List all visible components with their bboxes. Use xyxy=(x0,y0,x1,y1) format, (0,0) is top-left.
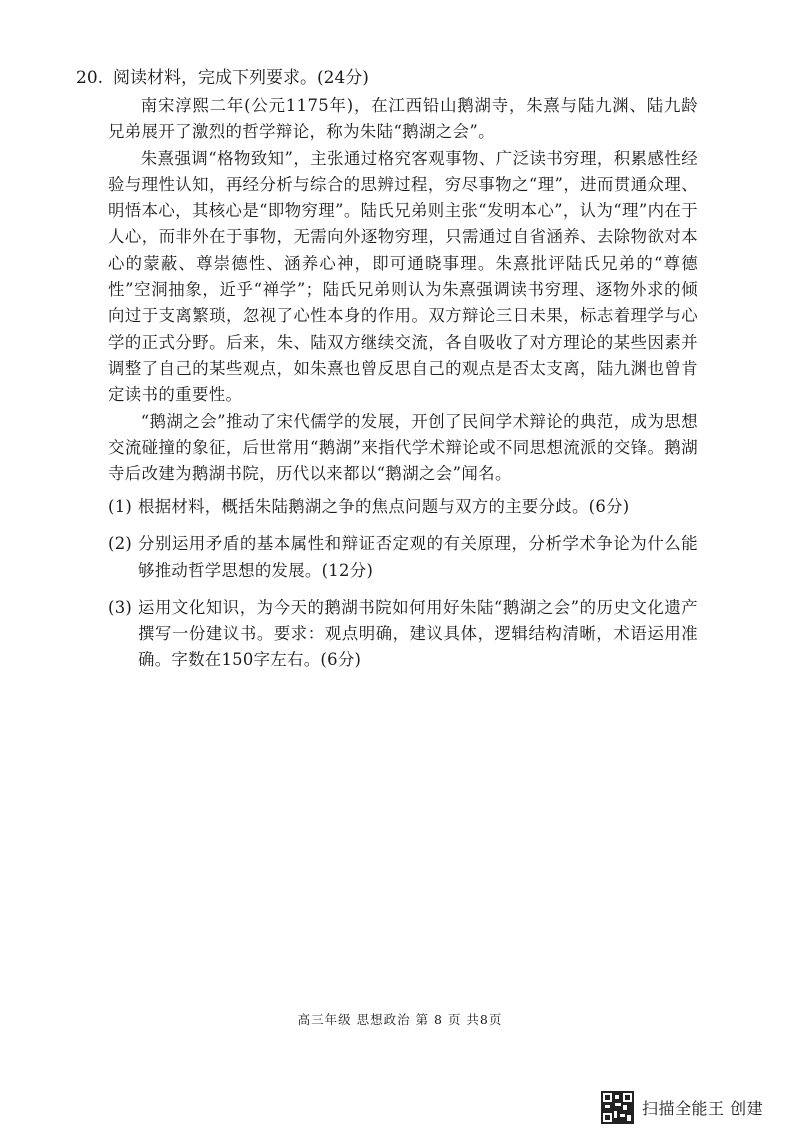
material-paragraph: “鹅湖之会”推动了宋代儒学的发展，开创了民间学术辩论的典范，成为思想交流碰撞的象征，后世常用“鹅湖”来指代学术辩论或不同思想流派的交锋。鹅湖寺后改建为鹅湖书院，历代以来都以“鹅湖之会”闻名。 xyxy=(108,411,698,484)
material-paragraph: 朱熹强调“格物致知”，主张通过格究客观事物、广泛读书穷理，积累感性经验与理性认知，再经分析与综合的思辨过程，穷尽事物之“理”，进而贯通众理、明悟本心，其核心是“即物穷理”。陆氏兄弟则主张“发明本心”，认为“理”内在于人心，而非外在于事物，无需向外逐物穷理，只需通过自省涵养、去除物欲对本心的蒙蔽、尊崇德性、涵养心神，即可通晓事理。朱熹批评陆氏兄弟的“尊德性”空洞抽象，近乎“禅学”；陆氏兄弟则认为朱熹强调读书穷理、逐物外求的倾向过于支离繁琐，忽视了心性本身的作用。双方辩论三日未果，标志着理学与心学的正式分野。后来，朱、陆双方继续交流，各自吸收了对方理论的某些因素并调整了自己的某些观点，如朱熹也曾反思自己的观点是否太支离，陆九渊也曾肯定读书的重要性。 xyxy=(108,148,698,405)
sub-question-number: (3) xyxy=(108,597,133,617)
scanner-label: 扫描全能王 创建 xyxy=(642,1099,764,1118)
question-number: 20. xyxy=(76,68,104,88)
sub-question-text: 运用文化知识，为今天的鹅湖书院如何用好朱陆“鹅湖之会”的历史文化遗产撰写一份建议书。要求：观点明确，建议具体，逻辑结构清晰，术语运用准确。字数在150字左右。(6分) xyxy=(138,597,698,670)
material-paragraph: 南宋淳熙二年(公元1175年)，在江西铅山鹅湖寺，朱熹与陆九渊、陆九龄兄弟展开了激烈的哲学辩论，称为朱陆“鹅湖之会”。 xyxy=(108,96,698,142)
sub-question-list xyxy=(108,494,698,685)
question-instruction: 阅读材料，完成下列要求。(24分) xyxy=(113,68,369,88)
sub-question xyxy=(108,531,698,584)
sub-question-number: (1) xyxy=(108,497,133,516)
qr-code-icon xyxy=(601,1091,634,1124)
scanner-watermark xyxy=(601,1091,763,1124)
sub-question-number: (2) xyxy=(108,534,133,554)
sub-question xyxy=(108,595,698,674)
sub-question-text: 分别运用矛盾的基本属性和辩证否定观的有关原理，分析学术争论为什么能够推动哲学思想的发展。(12分) xyxy=(138,534,698,580)
question-header xyxy=(76,66,369,90)
page-footer: 高三年级 思想政治 第 8 页 共8页 xyxy=(297,1012,503,1027)
sub-question xyxy=(108,494,698,520)
sub-question-text: 根据材料，概括朱陆鹅湖之争的焦点问题与双方的主要分歧。(6分) xyxy=(138,497,630,516)
material-text xyxy=(108,93,698,487)
